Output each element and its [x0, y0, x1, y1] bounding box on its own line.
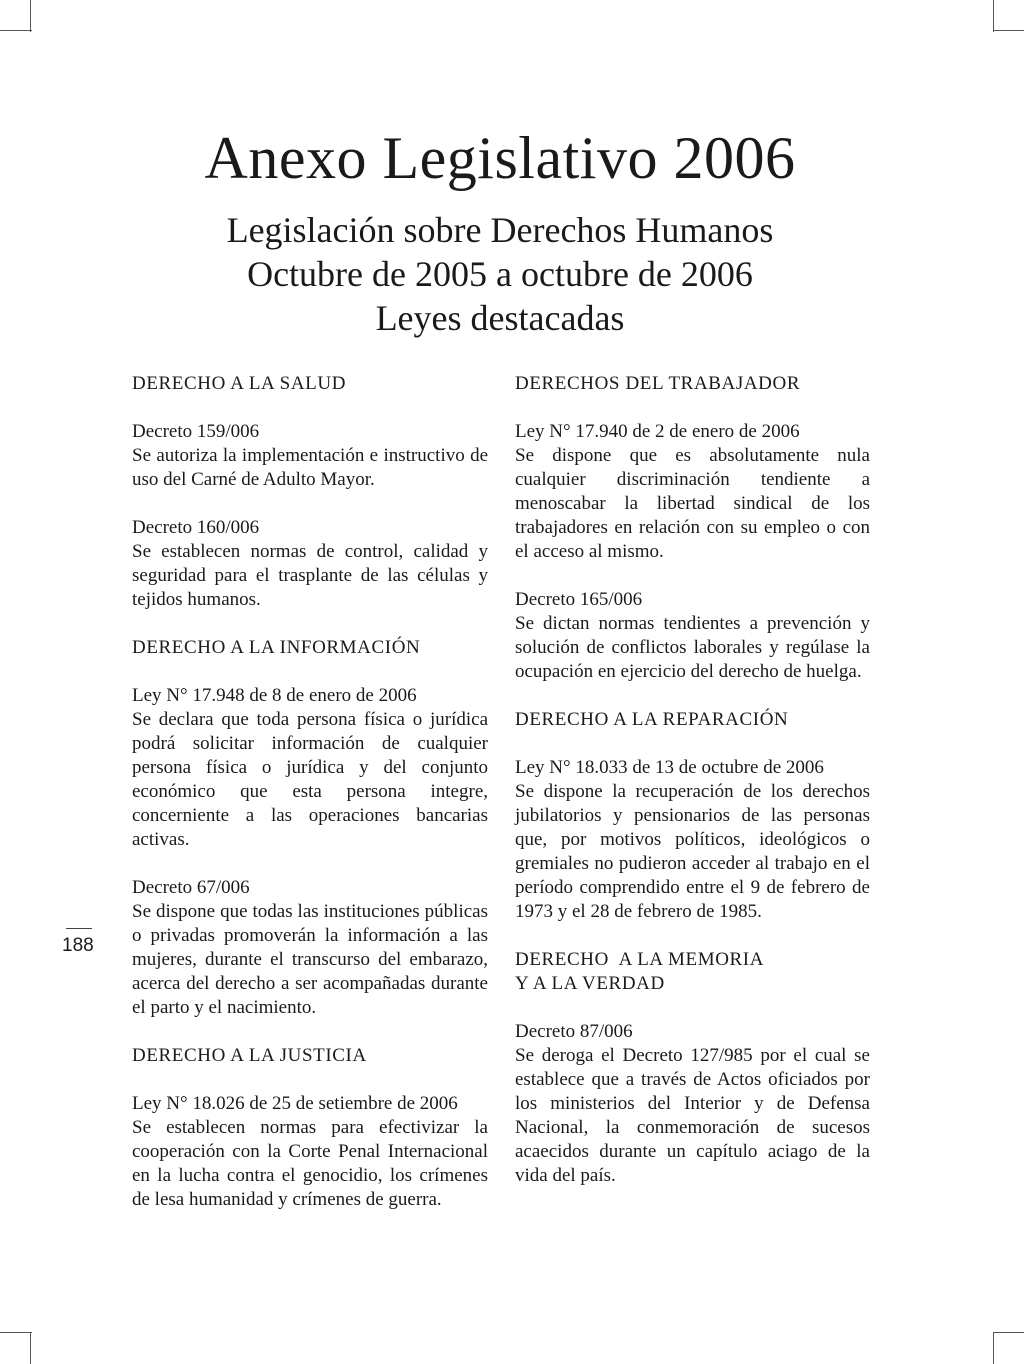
subtitle-line-2: Octubre de 2005 a octubre de 2006 [247, 254, 753, 294]
entry-ref: Ley N° 17.948 de 8 de enero de 2006 [132, 685, 417, 706]
entry-text: Se establecen normas para efectivizar la cooperación con la Corte Penal Internacional en la lucha contra el genocidio, los crímenes de lesa humanidad y crímenes de guerra. [132, 1117, 488, 1210]
page-number-rule [66, 928, 92, 929]
entry-text: Se dispone que es absolutamente nula cualquier discriminación tendiente a menoscabar la libertad sindical de los trabajadores en relación con su empleo o con el acceso al mismo. [515, 445, 870, 562]
entry-text: Se dispone la recuperación de los derechos jubilatorios y pensionarios de las personas que, por motivos políticos, ideológicos o gremiales no pudieron acceder al trabajo en el período comprendido entre el 9 de febrero de 1973 y el 28 de febrero de 1985. [515, 781, 870, 922]
section-heading-justicia: DERECHO A LA JUSTICIA [132, 1045, 367, 1066]
entry-text: Se dictan normas tendientes a prevención y solución de conflictos laborales y regúlase la ocupación en ejercicio del derecho de huelga. [515, 613, 870, 682]
crop-mark-top-left-h [0, 30, 32, 31]
crop-mark-bottom-right [993, 1332, 994, 1364]
section-heading-memoria [515, 948, 870, 996]
entry-text: Se autoriza la implementación e instructivo de uso del Carné de Adulto Mayor. [132, 445, 488, 490]
entry-decreto-87 [515, 1020, 870, 1188]
entry-ref: Ley N° 17.940 de 2 de enero de 2006 [515, 421, 800, 442]
entry-decreto-159 [132, 420, 488, 492]
crop-mark-bottom-left [30, 1332, 31, 1364]
section-heading-reparacion: DERECHO A LA REPARACIÓN [515, 709, 789, 730]
entry-text: Se declara que toda persona física o jurídica podrá solicitar información de cualquier persona física o jurídica y del conjunto económico que esta persona integre, concerniente a las operaciones bancarias activas. [132, 709, 488, 850]
subtitle-line-3: Leyes destacadas [375, 298, 625, 338]
entry-ref: Decreto 159/006 [132, 421, 260, 442]
entry-text: Se deroga el Decreto 127/985 por el cual se establece que a través de Actos oficiados por los ministerios del Interior y de Defensa Nacional, la conmemoración de sucesos acaecidos durante un capítulo aciago de la vida del país. [515, 1045, 870, 1186]
entry-text: Se dispone que todas las instituciones públicas o privadas promoverán la información a las mujeres, durante el transcurso del embarazo, acerca del derecho a ser acompañadas durante el parto y el nacimiento. [132, 901, 488, 1018]
entry-ley-18033 [515, 756, 870, 924]
entry-decreto-67 [132, 876, 488, 1020]
left-column [132, 372, 488, 1236]
entry-text: Se establecen normas de control, calidad y seguridad para el trasplante de las células y tejidos humanos. [132, 541, 488, 610]
entry-ref: Decreto 87/006 [515, 1021, 633, 1042]
entry-decreto-165 [515, 588, 870, 684]
entry-ley-18026 [132, 1092, 488, 1212]
page-number: 188 [62, 935, 94, 956]
entry-ref: Decreto 165/006 [515, 589, 643, 610]
page-title: Anexo Legislativo 2006 [204, 125, 796, 191]
right-column [515, 372, 870, 1212]
section-heading-memoria-line-1: DERECHO A LA MEMORIA [515, 949, 765, 970]
entry-ley-17948 [132, 684, 488, 852]
entry-decreto-160 [132, 516, 488, 612]
section-heading-memoria-line-2: Y A LA VERDAD [515, 973, 665, 994]
section-heading-informacion: DERECHO A LA INFORMACIÓN [132, 637, 421, 658]
entry-ley-17940 [515, 420, 870, 564]
crop-mark-bottom-right-h [993, 1332, 1024, 1333]
entry-ref: Ley N° 18.033 de 13 de octubre de 2006 [515, 757, 824, 778]
subtitle-line-1: Legislación sobre Derechos Humanos [226, 210, 774, 250]
crop-mark-top-right [993, 0, 994, 32]
crop-mark-top-right-h [993, 30, 1024, 31]
crop-mark-top-left [30, 0, 31, 32]
section-heading-salud: DERECHO A LA SALUD [132, 373, 347, 394]
entry-ref: Ley N° 18.026 de 25 de setiembre de 2006 [132, 1093, 458, 1114]
entry-ref: Decreto 67/006 [132, 877, 250, 898]
entry-ref: Decreto 160/006 [132, 517, 260, 538]
crop-mark-bottom-left-h [0, 1332, 32, 1333]
section-heading-trabajador: DERECHOS DEL TRABAJADOR [515, 373, 801, 394]
